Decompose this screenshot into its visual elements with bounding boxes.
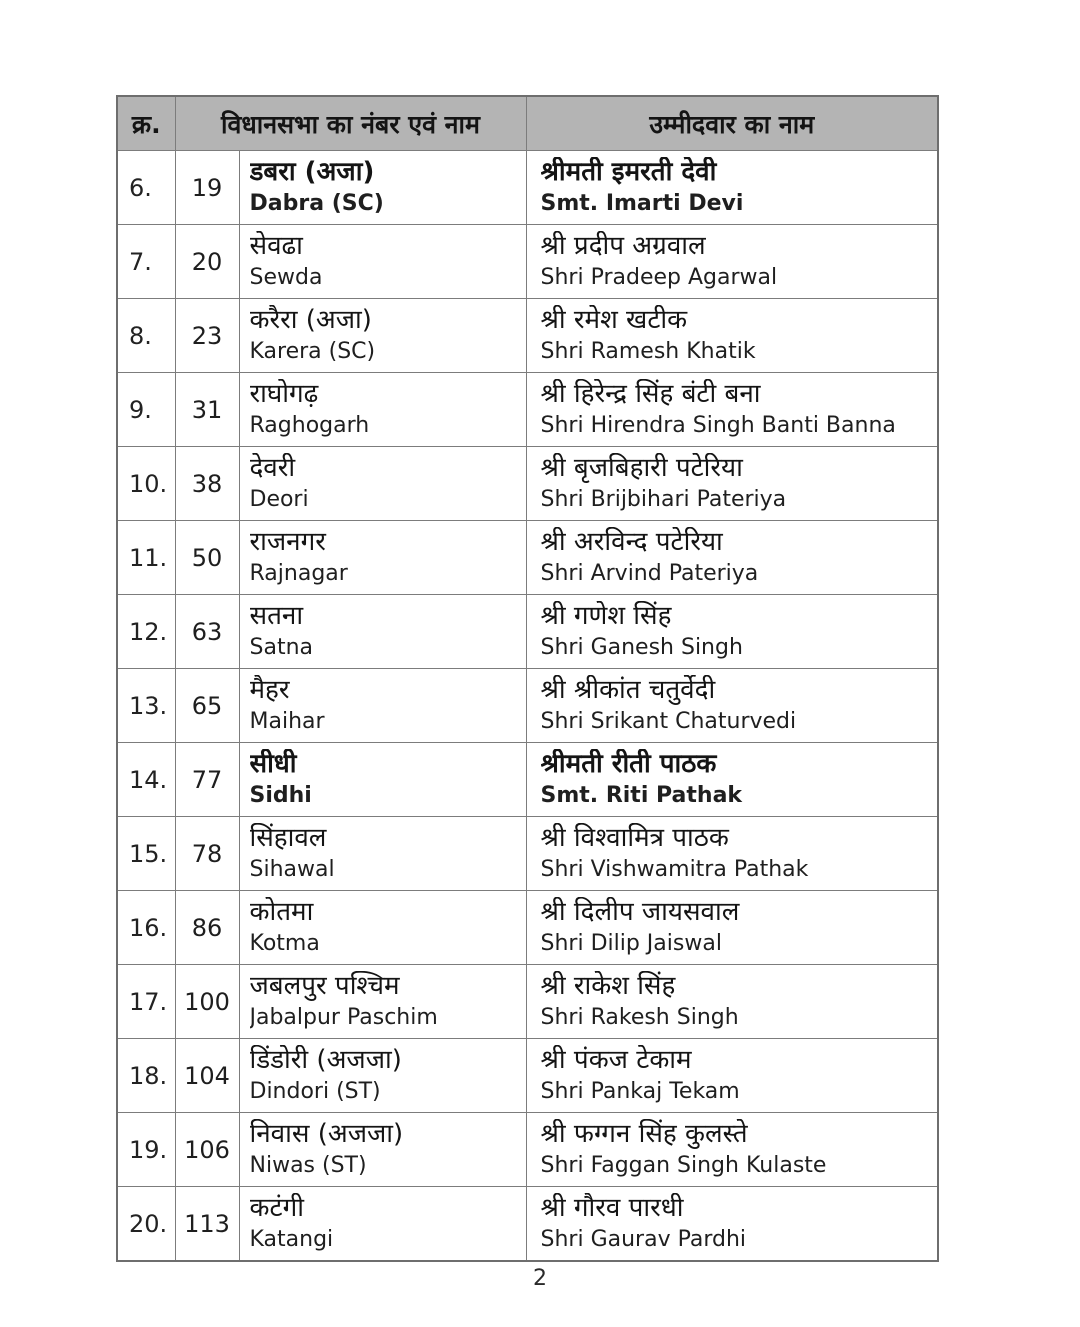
candidate-name-cell xyxy=(526,669,938,743)
candidate-name xyxy=(527,743,938,816)
candidate-name-hindi: श्री राकेश सिंह xyxy=(540,971,676,1001)
constituency-name xyxy=(240,521,526,594)
table-row xyxy=(117,447,938,521)
serial-number: 9. xyxy=(117,373,175,447)
candidate-list-table xyxy=(116,95,939,1262)
serial-number: 16. xyxy=(117,891,175,965)
candidate-name xyxy=(527,595,938,668)
serial-number: 15. xyxy=(117,817,175,891)
constituency-name-cell xyxy=(239,1039,526,1113)
serial-number: 14. xyxy=(117,743,175,817)
constituency-name-english: Rajnagar xyxy=(249,561,348,586)
constituency-number: 20 xyxy=(175,225,239,299)
table-row xyxy=(117,595,938,669)
constituency-number: 113 xyxy=(175,1187,239,1262)
candidate-name-english: Smt. Riti Pathak xyxy=(540,783,743,808)
candidate-name-hindi: श्री दिलीप जायसवाल xyxy=(540,897,740,927)
candidate-name-english: Shri Srikant Chaturvedi xyxy=(540,709,797,734)
constituency-name xyxy=(240,1187,526,1260)
candidate-name-english: Shri Ramesh Khatik xyxy=(540,339,756,364)
constituency-name-english: Dindori (ST) xyxy=(249,1079,381,1104)
candidate-name-cell xyxy=(526,891,938,965)
constituency-name-hindi: निवास (अजजा) xyxy=(249,1119,404,1149)
table-row xyxy=(117,1113,938,1187)
candidate-name-hindi: श्री फग्गन सिंह कुलस्ते xyxy=(540,1119,748,1149)
candidate-name-english: Shri Rakesh Singh xyxy=(540,1005,739,1030)
constituency-number: 77 xyxy=(175,743,239,817)
candidate-name-english: Shri Dilip Jaiswal xyxy=(540,931,722,956)
table-row xyxy=(117,225,938,299)
constituency-name-hindi: सतना xyxy=(249,601,304,631)
constituency-name xyxy=(240,151,526,224)
candidate-name-english: Shri Faggan Singh Kulaste xyxy=(540,1153,827,1178)
constituency-number: 19 xyxy=(175,151,239,225)
constituency-name xyxy=(240,1113,526,1186)
serial-number: 8. xyxy=(117,299,175,373)
candidate-name xyxy=(527,299,938,372)
constituency-name-english: Katangi xyxy=(249,1227,334,1252)
constituency-number: 78 xyxy=(175,817,239,891)
constituency-name-hindi: डबरा (अजा) xyxy=(249,157,375,187)
candidate-name xyxy=(527,1113,938,1186)
candidate-name-cell xyxy=(526,1039,938,1113)
constituency-name-hindi: सीधी xyxy=(249,749,297,779)
constituency-number: 86 xyxy=(175,891,239,965)
constituency-name xyxy=(240,669,526,742)
constituency-number: 106 xyxy=(175,1113,239,1187)
constituency-name xyxy=(240,1039,526,1112)
header-serial: क्र. xyxy=(117,96,175,151)
header-candidate: उम्मीदवार का नाम xyxy=(526,96,938,151)
candidate-name-cell xyxy=(526,151,938,225)
constituency-name-english: Jabalpur Paschim xyxy=(249,1005,438,1030)
constituency-number: 50 xyxy=(175,521,239,595)
table-header xyxy=(117,96,938,151)
candidate-name-hindi: श्री प्रदीप अग्रवाल xyxy=(540,231,706,261)
constituency-name xyxy=(240,743,526,816)
candidate-name xyxy=(527,965,938,1038)
table-row xyxy=(117,1039,938,1113)
candidate-name-cell xyxy=(526,225,938,299)
serial-number: 20. xyxy=(117,1187,175,1262)
candidate-name-hindi: श्री हिरेन्द्र सिंह बंटी बना xyxy=(540,379,761,409)
candidate-name-english: Shri Vishwamitra Pathak xyxy=(540,857,809,882)
candidate-name-cell xyxy=(526,521,938,595)
candidate-name-hindi: श्री रमेश खटीक xyxy=(540,305,688,335)
constituency-name-english: Satna xyxy=(249,635,313,660)
candidate-name xyxy=(527,225,938,298)
constituency-number: 31 xyxy=(175,373,239,447)
constituency-name-english: Maihar xyxy=(249,709,325,734)
candidate-name xyxy=(527,1039,938,1112)
candidate-name-hindi: श्री श्रीकांत चतुर्वेदी xyxy=(540,675,716,705)
candidate-name xyxy=(527,447,938,520)
constituency-name-hindi: सिंहावल xyxy=(249,823,327,853)
candidate-name xyxy=(527,1187,938,1260)
constituency-name-cell xyxy=(239,521,526,595)
candidate-name-cell xyxy=(526,447,938,521)
constituency-name-cell xyxy=(239,965,526,1039)
candidate-name-english: Shri Pankaj Tekam xyxy=(540,1079,740,1104)
table-row xyxy=(117,299,938,373)
constituency-name-hindi: कोतमा xyxy=(249,897,314,927)
constituency-name-hindi: डिंडोरी (अजजा) xyxy=(249,1045,402,1075)
constituency-name-hindi: राघोगढ़ xyxy=(249,379,319,409)
constituency-name-hindi: कटंगी xyxy=(249,1193,304,1223)
constituency-name-english: Dabra (SC) xyxy=(249,191,384,216)
constituency-name xyxy=(240,299,526,372)
constituency-name-cell xyxy=(239,891,526,965)
serial-number: 11. xyxy=(117,521,175,595)
serial-number: 7. xyxy=(117,225,175,299)
candidate-name-english: Shri Gaurav Pardhi xyxy=(540,1227,747,1252)
table-row xyxy=(117,521,938,595)
table-row xyxy=(117,817,938,891)
table-row xyxy=(117,151,938,225)
candidate-name-cell xyxy=(526,373,938,447)
table-row xyxy=(117,965,938,1039)
constituency-number: 104 xyxy=(175,1039,239,1113)
candidate-name-cell xyxy=(526,743,938,817)
candidate-name-cell xyxy=(526,299,938,373)
constituency-name xyxy=(240,447,526,520)
table-row xyxy=(117,743,938,817)
constituency-name-cell xyxy=(239,595,526,669)
constituency-name-hindi: सेवढा xyxy=(249,231,303,261)
serial-number: 19. xyxy=(117,1113,175,1187)
candidate-name-english: Shri Arvind Pateriya xyxy=(540,561,759,586)
candidate-name-english: Shri Hirendra Singh Banti Banna xyxy=(540,413,896,438)
constituency-number: 38 xyxy=(175,447,239,521)
table-row xyxy=(117,891,938,965)
constituency-name-hindi: मैहर xyxy=(249,675,290,705)
constituency-name-cell xyxy=(239,1187,526,1262)
serial-number: 18. xyxy=(117,1039,175,1113)
constituency-name-hindi: जबलपुर पश्चिम xyxy=(249,971,400,1001)
table-row xyxy=(117,373,938,447)
constituency-name xyxy=(240,595,526,668)
table-body xyxy=(117,151,938,1262)
candidate-name-cell xyxy=(526,1113,938,1187)
constituency-name-english: Raghogarh xyxy=(249,413,370,438)
constituency-name-cell xyxy=(239,225,526,299)
candidate-name-english: Smt. Imarti Devi xyxy=(540,191,744,216)
constituency-name-cell xyxy=(239,373,526,447)
constituency-name-cell xyxy=(239,299,526,373)
candidate-name-hindi: श्री गौरव पारधी xyxy=(540,1193,684,1223)
candidate-name xyxy=(527,891,938,964)
candidate-name-cell xyxy=(526,965,938,1039)
constituency-name-cell xyxy=(239,447,526,521)
candidate-name xyxy=(527,373,938,446)
constituency-name xyxy=(240,373,526,446)
serial-number: 17. xyxy=(117,965,175,1039)
serial-number: 6. xyxy=(117,151,175,225)
constituency-name-english: Sewda xyxy=(249,265,323,290)
candidate-name-cell xyxy=(526,595,938,669)
constituency-name-cell xyxy=(239,743,526,817)
constituency-name-hindi: राजनगर xyxy=(249,527,326,557)
candidate-name-hindi: श्री बृजबिहारी पटेरिया xyxy=(540,453,743,483)
table-row xyxy=(117,669,938,743)
page-number: 2 xyxy=(533,1266,547,1291)
candidate-name-english: Shri Ganesh Singh xyxy=(540,635,743,660)
table-row xyxy=(117,1187,938,1262)
constituency-name xyxy=(240,891,526,964)
constituency-number: 100 xyxy=(175,965,239,1039)
candidate-name-cell xyxy=(526,817,938,891)
constituency-name-cell xyxy=(239,817,526,891)
candidate-name-hindi: श्री अरविन्द पटेरिया xyxy=(540,527,723,557)
candidate-name xyxy=(527,817,938,890)
candidate-name xyxy=(527,151,938,224)
candidate-name-hindi: श्रीमती रीती पाठक xyxy=(540,749,717,779)
candidate-name-hindi: श्रीमती इमरती देवी xyxy=(540,157,717,187)
serial-number: 12. xyxy=(117,595,175,669)
candidate-name xyxy=(527,521,938,594)
candidate-name-hindi: श्री विश्वामित्र पाठक xyxy=(540,823,729,853)
serial-number: 13. xyxy=(117,669,175,743)
constituency-name-cell xyxy=(239,1113,526,1187)
constituency-name xyxy=(240,817,526,890)
constituency-name-english: Kotma xyxy=(249,931,320,956)
constituency-name-cell xyxy=(239,669,526,743)
constituency-name-english: Sidhi xyxy=(249,783,312,808)
candidate-name-hindi: श्री गणेश सिंह xyxy=(540,601,672,631)
candidate-name-english: Shri Brijbihari Pateriya xyxy=(540,487,787,512)
candidate-name-english: Shri Pradeep Agarwal xyxy=(540,265,778,290)
candidate-name-hindi: श्री पंकज टेकाम xyxy=(540,1045,692,1075)
constituency-number: 65 xyxy=(175,669,239,743)
constituency-number: 23 xyxy=(175,299,239,373)
constituency-name xyxy=(240,965,526,1038)
constituency-number: 63 xyxy=(175,595,239,669)
constituency-name-hindi: करैरा (अजा) xyxy=(249,305,372,335)
constituency-name-cell xyxy=(239,151,526,225)
header-row xyxy=(117,96,938,151)
candidate-name-cell xyxy=(526,1187,938,1262)
header-constituency: विधानसभा का नंबर एवं नाम xyxy=(175,96,526,151)
constituency-name xyxy=(240,225,526,298)
serial-number: 10. xyxy=(117,447,175,521)
candidate-name xyxy=(527,669,938,742)
constituency-name-english: Sihawal xyxy=(249,857,335,882)
constituency-name-english: Karera (SC) xyxy=(249,339,376,364)
constituency-name-hindi: देवरी xyxy=(249,453,296,483)
constituency-name-english: Deori xyxy=(249,487,309,512)
constituency-name-english: Niwas (ST) xyxy=(249,1153,367,1178)
